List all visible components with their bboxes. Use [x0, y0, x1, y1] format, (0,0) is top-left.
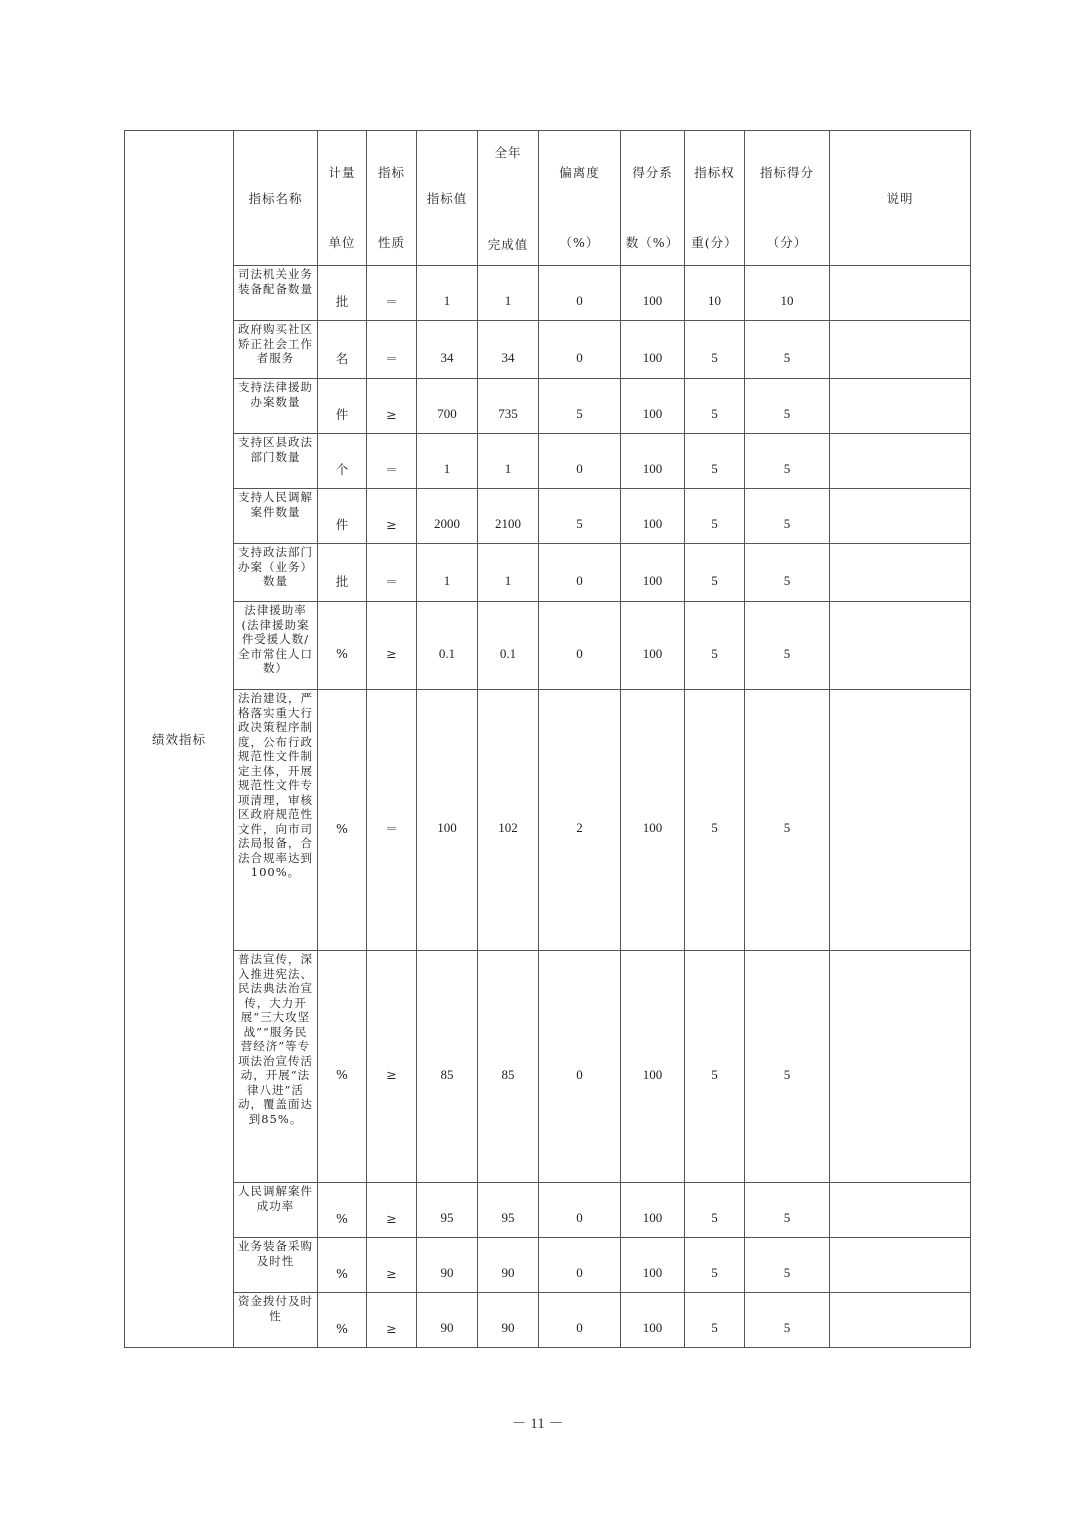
unit-cell: %: [318, 1293, 367, 1348]
deviation-cell: 0: [539, 951, 621, 1183]
nature-cell: ≥: [367, 1183, 417, 1238]
unit-cell: 名: [318, 321, 367, 379]
score-coefficient-cell: 100: [621, 1293, 685, 1348]
table-row: [125, 434, 971, 489]
weight-cell: 5: [685, 690, 745, 951]
header-row: [125, 131, 971, 266]
actual-value-cell: 735: [478, 379, 539, 434]
note-cell: [830, 266, 971, 321]
nature-cell: ＝: [367, 321, 417, 379]
indicator-score-cell: 5: [745, 379, 830, 434]
target-value-cell: 700: [417, 379, 478, 434]
section-label: 绩效指标: [125, 131, 234, 1348]
unit-cell: %: [318, 690, 367, 951]
table-row: [125, 489, 971, 544]
unit-cell: 批: [318, 266, 367, 321]
actual-value-cell: 90: [478, 1293, 539, 1348]
nature-cell: ≥: [367, 1293, 417, 1348]
weight-cell: 5: [685, 379, 745, 434]
note-cell: [830, 1293, 971, 1348]
score-coefficient-cell: 100: [621, 489, 685, 544]
deviation-cell: 5: [539, 379, 621, 434]
indicator-name-cell: 支持人民调解案件数量: [234, 489, 318, 544]
deviation-cell: 0: [539, 266, 621, 321]
header-coefficient: 得分系 数（%）: [621, 131, 685, 266]
nature-cell: ＝: [367, 434, 417, 489]
indicator-name-cell: 资金拨付及时性: [234, 1293, 318, 1348]
indicator-score-cell: 5: [745, 544, 830, 602]
deviation-cell: 0: [539, 321, 621, 379]
weight-cell: 5: [685, 489, 745, 544]
target-value-cell: 90: [417, 1293, 478, 1348]
table-row: [125, 602, 971, 690]
weight-cell: 5: [685, 1238, 745, 1293]
weight-cell: 10: [685, 266, 745, 321]
table-row: [125, 1293, 971, 1348]
note-cell: [830, 1238, 971, 1293]
note-cell: [830, 489, 971, 544]
header-score: 指标得分 （分）: [745, 131, 830, 266]
weight-cell: 5: [685, 321, 745, 379]
table-row: [125, 690, 971, 951]
weight-cell: 5: [685, 1183, 745, 1238]
target-value-cell: 100: [417, 690, 478, 951]
deviation-cell: 0: [539, 434, 621, 489]
indicator-name-cell: 支持区县政法部门数量: [234, 434, 318, 489]
target-value-cell: 1: [417, 544, 478, 602]
note-cell: [830, 544, 971, 602]
target-value-cell: 1: [417, 434, 478, 489]
indicator-score-cell: 5: [745, 434, 830, 489]
deviation-cell: 5: [539, 489, 621, 544]
deviation-cell: 0: [539, 1238, 621, 1293]
score-coefficient-cell: 100: [621, 690, 685, 951]
target-value-cell: 95: [417, 1183, 478, 1238]
weight-cell: 5: [685, 951, 745, 1183]
weight-cell: 5: [685, 434, 745, 489]
deviation-cell: 0: [539, 602, 621, 690]
nature-cell: ＝: [367, 544, 417, 602]
unit-cell: 个: [318, 434, 367, 489]
target-value-cell: 90: [417, 1238, 478, 1293]
nature-cell: ≥: [367, 951, 417, 1183]
indicator-score-cell: 5: [745, 1293, 830, 1348]
score-coefficient-cell: 100: [621, 379, 685, 434]
score-coefficient-cell: 100: [621, 266, 685, 321]
actual-value-cell: 1: [478, 266, 539, 321]
score-coefficient-cell: 100: [621, 602, 685, 690]
note-cell: [830, 602, 971, 690]
table-row: [125, 1238, 971, 1293]
deviation-cell: 2: [539, 690, 621, 951]
actual-value-cell: 2100: [478, 489, 539, 544]
score-coefficient-cell: 100: [621, 951, 685, 1183]
target-value-cell: 0.1: [417, 602, 478, 690]
performance-indicator-table: [124, 130, 971, 1348]
indicator-name-cell: 业务装备采购及时性: [234, 1238, 318, 1293]
actual-value-cell: 34: [478, 321, 539, 379]
indicator-name-cell: 法治建设，严格落实重大行政决策程序制度，公布行政规范性文件制定主体，开展规范性文件专项清理，审核区政府规范性文件，向市司法局报备，合法合规率达到100%。: [234, 690, 318, 951]
indicator-score-cell: 5: [745, 602, 830, 690]
target-value-cell: 2000: [417, 489, 478, 544]
actual-value-cell: 90: [478, 1238, 539, 1293]
header-actual: 全年 完成值: [478, 131, 539, 266]
nature-cell: ≥: [367, 379, 417, 434]
unit-cell: 件: [318, 379, 367, 434]
weight-cell: 5: [685, 602, 745, 690]
target-value-cell: 34: [417, 321, 478, 379]
note-cell: [830, 951, 971, 1183]
actual-value-cell: 1: [478, 544, 539, 602]
indicator-score-cell: 5: [745, 1183, 830, 1238]
note-cell: [830, 1183, 971, 1238]
table-row: [125, 544, 971, 602]
actual-value-cell: 85: [478, 951, 539, 1183]
actual-value-cell: 0.1: [478, 602, 539, 690]
unit-cell: %: [318, 602, 367, 690]
indicator-score-cell: 5: [745, 489, 830, 544]
weight-cell: 5: [685, 544, 745, 602]
nature-cell: ≥: [367, 1238, 417, 1293]
weight-cell: 5: [685, 1293, 745, 1348]
nature-cell: ＝: [367, 690, 417, 951]
note-cell: [830, 434, 971, 489]
unit-cell: %: [318, 1238, 367, 1293]
indicator-name-cell: 政府购买社区矫正社会工作者服务: [234, 321, 318, 379]
score-coefficient-cell: 100: [621, 544, 685, 602]
indicator-score-cell: 5: [745, 951, 830, 1183]
header-note: 说明: [830, 131, 971, 266]
unit-cell: %: [318, 1183, 367, 1238]
table-row: [125, 1183, 971, 1238]
header-deviation: 偏离度 （%）: [539, 131, 621, 266]
note-cell: [830, 690, 971, 951]
indicator-score-cell: 5: [745, 1238, 830, 1293]
actual-value-cell: 1: [478, 434, 539, 489]
unit-cell: 件: [318, 489, 367, 544]
target-value-cell: 1: [417, 266, 478, 321]
indicator-score-cell: 5: [745, 690, 830, 951]
score-coefficient-cell: 100: [621, 1183, 685, 1238]
indicator-name-cell: 法律援助率(法律援助案件受援人数/全市常住人口数）: [234, 602, 318, 690]
header-nature: 指标 性质: [367, 131, 417, 266]
indicator-score-cell: 5: [745, 321, 830, 379]
indicator-name-cell: 普法宣传，深入推进宪法、民法典法治宣传，大力开展“三大攻坚战”“服务民营经济”等专项法治宣传活动，开展“法律八进”活动，覆盖面达到85%。: [234, 951, 318, 1183]
indicator-name-cell: 人民调解案件成功率: [234, 1183, 318, 1238]
target-value-cell: 85: [417, 951, 478, 1183]
note-cell: [830, 321, 971, 379]
table-row: [125, 266, 971, 321]
actual-value-cell: 102: [478, 690, 539, 951]
page-number: － 11 －: [511, 1416, 564, 1432]
indicator-score-cell: 10: [745, 266, 830, 321]
table-row: [125, 379, 971, 434]
actual-value-cell: 95: [478, 1183, 539, 1238]
score-coefficient-cell: 100: [621, 434, 685, 489]
nature-cell: ≥: [367, 489, 417, 544]
table-row: [125, 321, 971, 379]
header-weight: 指标权 重(分）: [685, 131, 745, 266]
nature-cell: ≥: [367, 602, 417, 690]
nature-cell: ＝: [367, 266, 417, 321]
score-coefficient-cell: 100: [621, 1238, 685, 1293]
deviation-cell: 0: [539, 1183, 621, 1238]
deviation-cell: 0: [539, 544, 621, 602]
deviation-cell: 0: [539, 1293, 621, 1348]
unit-cell: 批: [318, 544, 367, 602]
score-coefficient-cell: 100: [621, 321, 685, 379]
header-target: 指标值: [417, 131, 478, 266]
note-cell: [830, 379, 971, 434]
indicator-name-cell: 司法机关业务装备配备数量: [234, 266, 318, 321]
indicator-name-cell: 支持法律援助办案数量: [234, 379, 318, 434]
unit-cell: %: [318, 951, 367, 1183]
table-row: [125, 951, 971, 1183]
indicator-name-cell: 支持政法部门办案（业务）数量: [234, 544, 318, 602]
header-unit: 计量 单位: [318, 131, 367, 266]
header-indicator-name: 指标名称: [234, 131, 318, 266]
